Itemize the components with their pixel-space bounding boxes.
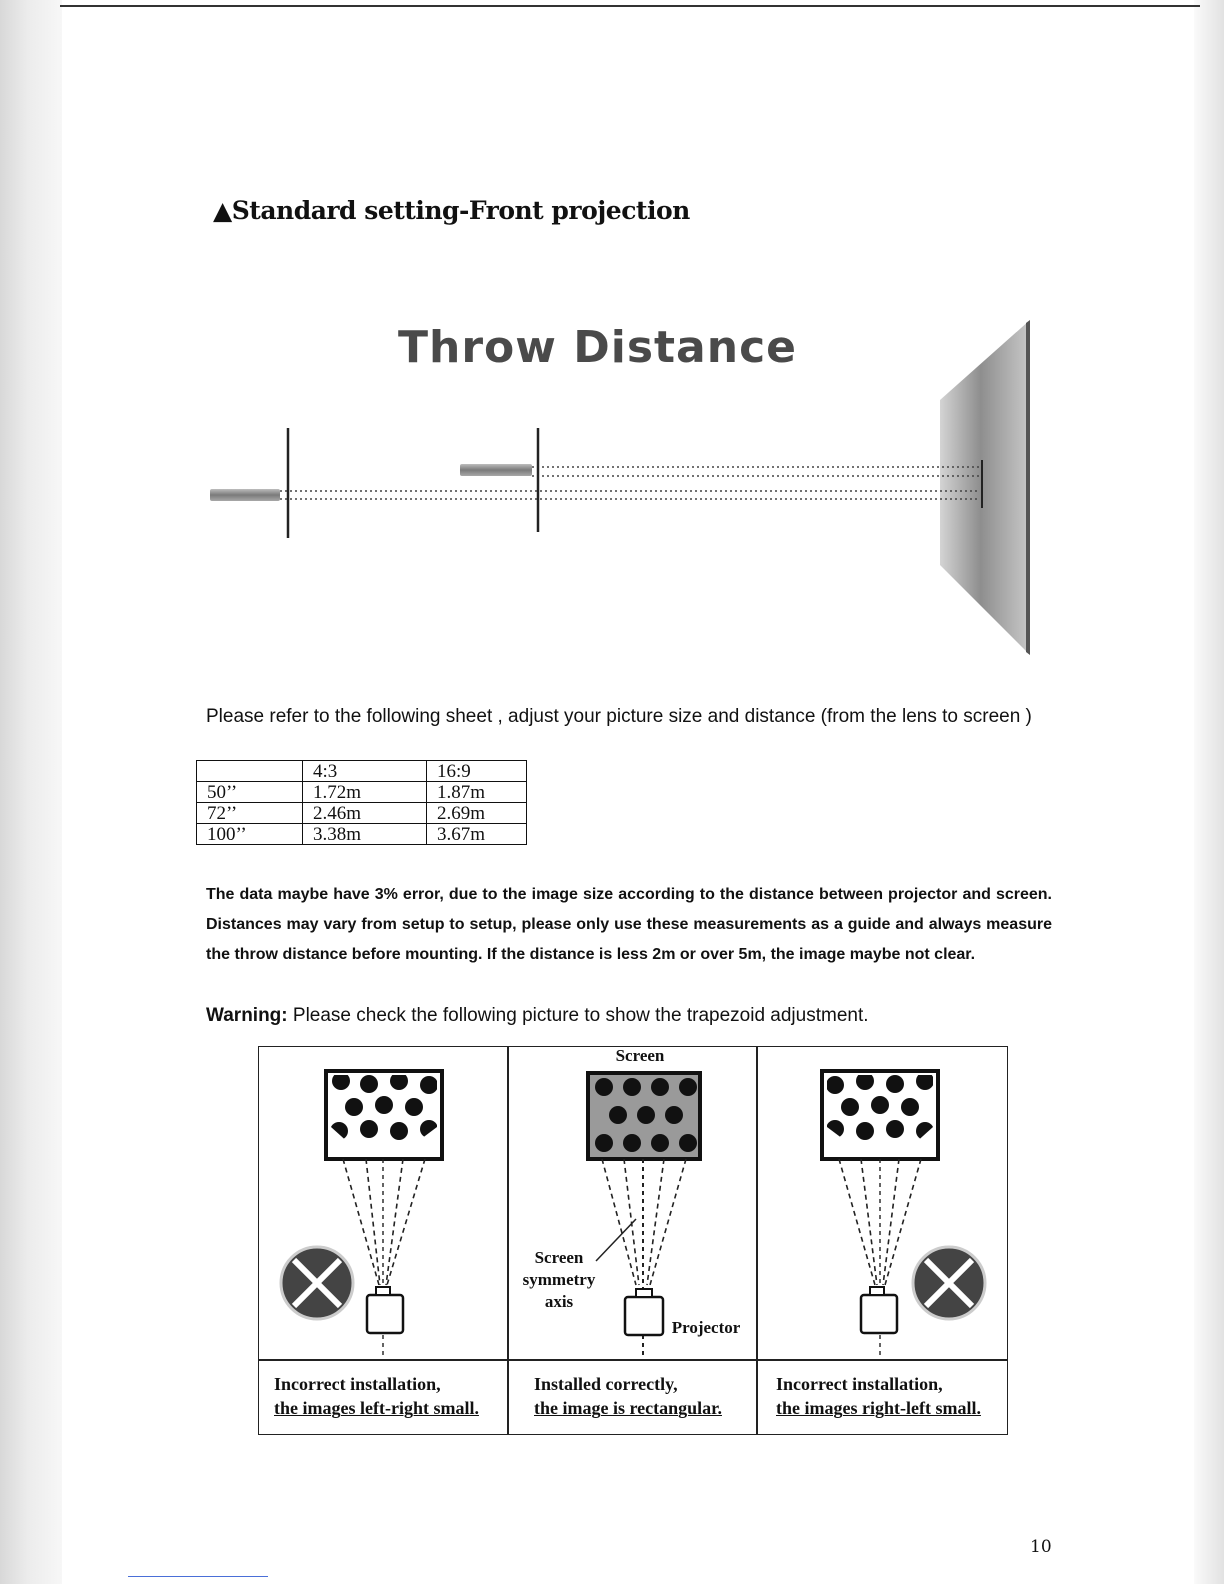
projector-label: Projector	[671, 1318, 741, 1337]
axis-label-line: Screen	[534, 1248, 584, 1267]
caption-right	[776, 1372, 981, 1420]
page-number: 10	[1030, 1537, 1052, 1557]
screen-label: Screen	[615, 1046, 665, 1065]
table-cell: 2.46m	[303, 803, 427, 824]
trapezoid-panel-left-drawing	[259, 1047, 507, 1359]
table-header-4-3: 4:3	[303, 761, 427, 782]
table-cell	[197, 761, 303, 782]
binding-shadow-left	[0, 0, 62, 1584]
trapezoid-panel-right-drawing	[757, 1047, 1007, 1359]
table-row	[197, 803, 527, 824]
warning-label: Warning:	[206, 1005, 288, 1026]
table-cell: 2.69m	[427, 803, 527, 824]
projection-screen-edge	[1026, 320, 1030, 655]
distance-table	[196, 760, 527, 845]
intro-text: Please refer to the following sheet , adjust your picture size and distance (from the lens to screen )	[206, 706, 1032, 727]
table-cell-size: 72’’	[197, 803, 303, 824]
caption-line: the images left-right small.	[274, 1398, 479, 1418]
projection-screen	[940, 320, 1030, 655]
caption-line: Incorrect installation,	[776, 1374, 943, 1394]
table-row	[197, 782, 527, 803]
warning-body: Please check the following picture to show the trapezoid adjustment.	[287, 1005, 869, 1026]
throw-distance-title: Throw Distance	[398, 322, 797, 373]
caption-left	[274, 1372, 479, 1420]
top-rule	[60, 5, 1200, 7]
projector-near-icon	[210, 489, 280, 501]
section-heading	[213, 196, 690, 225]
table-cell: 1.72m	[303, 782, 427, 803]
table-row	[197, 824, 527, 845]
footer-rule	[128, 1576, 268, 1577]
disclaimer-text: The data maybe have 3% error, due to the image size according to the distance between projector and screen. Distances may vary from setup to setup, please only use these measurements as a guide and always measure the throw distance before mounting. If the distance is less 2m or over 5m, the image maybe not clear.	[206, 886, 1052, 963]
caption-line: Installed correctly,	[534, 1374, 678, 1394]
table-cell-size: 50’’	[197, 782, 303, 803]
section-heading-text: Standard setting-Front projection	[231, 196, 690, 225]
table-cell: 3.67m	[427, 824, 527, 845]
triangle-marker-icon: ▲	[213, 196, 232, 225]
caption-line: the images right-left small.	[776, 1398, 981, 1418]
caption-center	[534, 1372, 722, 1420]
axis-label-line: axis	[544, 1292, 574, 1311]
binding-shadow-right	[1194, 0, 1224, 1584]
table-cell: 1.87m	[427, 782, 527, 803]
table-header-row	[197, 761, 527, 782]
symmetry-axis-label	[514, 1247, 604, 1313]
table-cell-size: 100’’	[197, 824, 303, 845]
caption-line: Incorrect installation,	[274, 1374, 441, 1394]
table-cell: 3.38m	[303, 824, 427, 845]
projector-far-icon	[460, 464, 532, 476]
warning-text	[206, 1002, 869, 1030]
caption-line: the image is rectangular.	[534, 1398, 722, 1418]
axis-label-line: symmetry	[522, 1270, 596, 1289]
table-header-16-9: 16:9	[427, 761, 527, 782]
